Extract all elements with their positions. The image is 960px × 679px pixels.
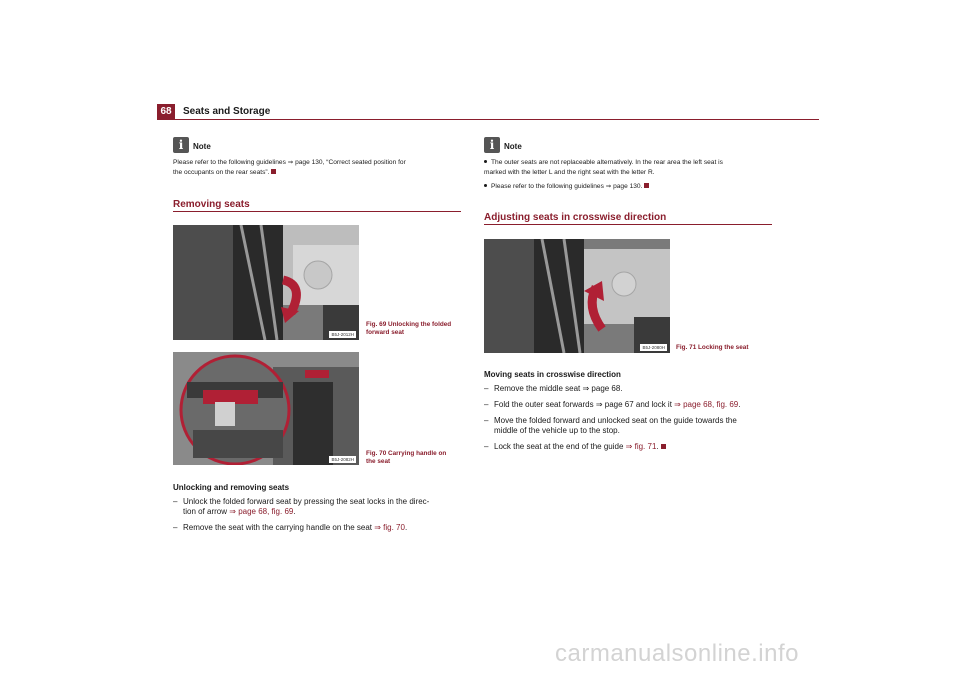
section-rule xyxy=(173,211,461,212)
info-icon: i xyxy=(173,137,189,153)
end-mark xyxy=(661,444,666,449)
info-icon: i xyxy=(484,137,500,153)
figure-70-caption: Fig. 70 Carrying handle on the seat xyxy=(366,450,447,465)
step-2: – Fold the outer seat forwards ⇒ page 67 and lock it ⇒ page 68, fig. 69. xyxy=(484,400,741,409)
link-fig-71[interactable]: ⇒ fig. 71 xyxy=(625,442,657,451)
step-3: – Move the folded forward and unlocked seat on the guide towards the xyxy=(484,416,737,425)
note-text-right: The outer seats are not replaceable alternatively. In the rear area the left seat is marked with the letter L and the right seat with the letter R. Please refer to the following guidelines ⇒ page 130. xyxy=(484,159,723,190)
link-page-68-fig-69[interactable]: ⇒ page 68, fig. 69 xyxy=(229,507,294,516)
note-label: Note xyxy=(193,142,211,151)
figure-code: B5J-2080H xyxy=(642,345,665,350)
note-heading-right xyxy=(484,137,544,153)
subheading-unlocking-removing: Unlocking and removing seats xyxy=(173,483,290,492)
watermark: carmanualsonline.info xyxy=(555,640,799,667)
page-number: 68 xyxy=(157,104,175,120)
step-1: – Unlock the folded forward seat by pressing the seat locks in the direc- xyxy=(173,497,430,506)
header-rule xyxy=(157,119,819,120)
step-4: – Lock the seat at the end of the guide ⇒ fig. 71. xyxy=(484,442,784,452)
subheading-moving-seats: Moving seats in crosswise direction xyxy=(484,370,621,379)
section-title-removing-seats: Removing seats xyxy=(173,199,250,210)
link-fig-70[interactable]: ⇒ fig. 70 xyxy=(374,523,405,532)
note-heading-left xyxy=(173,137,233,153)
note-text-left: Please refer to the following guidelines ⇒ page 130, “Correct seated position for the occupants on the rear seats”. xyxy=(173,159,406,176)
figure-69-image xyxy=(173,225,359,340)
bullet-icon xyxy=(484,160,487,163)
step-1: – Remove the middle seat ⇒ page 68. xyxy=(484,384,623,393)
figure-69-caption: Fig. 69 Unlocking the folded forward seat xyxy=(366,321,452,336)
figure-71-caption: Fig. 71 Locking the seat xyxy=(676,344,749,351)
section-rule xyxy=(484,224,772,225)
figure-71-image xyxy=(484,239,670,353)
link-page-68-fig-69[interactable]: ⇒ page 68, fig. 69 xyxy=(674,400,739,409)
section-title-adjusting-seats: Adjusting seats in crosswise direction xyxy=(484,212,667,223)
steps-right: – Remove the middle seat ⇒ page 68. – Fold the outer seat forwards ⇒ page 67 and lock it ⇒ page 68, fig. 69. – Move the folded forward and unlocked seat on the guide towards the middle of the vehicle up to the stop. – Lock the seat at the end of the guide ⇒ fig. 71. xyxy=(484,384,784,452)
steps-left: – Unlock the folded forward seat by pressing the seat locks in the direc- tion of arrow ⇒ page 68, fig. 69. – Remove the seat with the carrying handle on the seat ⇒ fig. 70. xyxy=(173,497,473,533)
end-mark xyxy=(644,183,649,188)
figure-code: B5J-2082H xyxy=(331,457,354,462)
figure-70-image xyxy=(173,352,359,465)
figure-code: B5J-2012H xyxy=(331,332,354,337)
end-mark xyxy=(271,169,276,174)
running-header: Seats and Storage xyxy=(183,106,271,117)
note-label: Note xyxy=(504,142,522,151)
step-2: – Remove the seat with the carrying handle on the seat ⇒ fig. 70. xyxy=(173,523,408,532)
bullet-icon xyxy=(484,184,487,187)
